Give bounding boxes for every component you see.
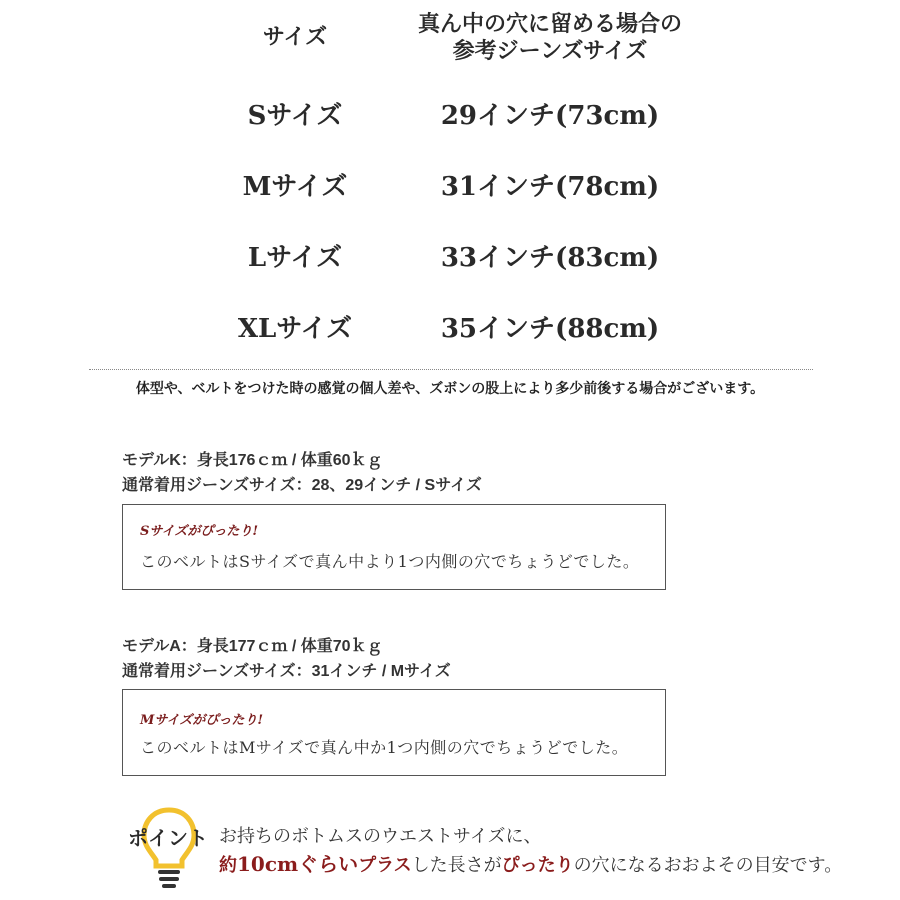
- point-accent-fit: ぴったり: [501, 855, 574, 876]
- fit-box-title: Sサイズがぴったり!: [140, 524, 259, 539]
- size-name: Mサイズ: [242, 172, 348, 202]
- point-accent-10cm: 10cmぐらい: [237, 852, 359, 876]
- point-accent-approx: 約: [219, 855, 237, 876]
- fit-box-title: Mサイズがぴったり!: [140, 713, 264, 728]
- jeans-size-value: 31インチ(78cm): [440, 172, 660, 202]
- jeans-size-value: 35インチ(88cm): [440, 314, 660, 344]
- size-disclaimer-note: 体型や、ベルトをつけた時の感覚の個人差や、ズボンの股上により多少前後する場合がございます。: [135, 380, 765, 396]
- jeans-size-column-header: [390, 11, 710, 65]
- jeans-size-value: 29インチ(73cm): [440, 101, 660, 131]
- size-row: [0, 309, 900, 349]
- size-column-header: サイズ: [262, 24, 328, 50]
- model-k-usual-size: 通常着用ジーンズサイズ：28、29インチ / Sサイズ: [122, 477, 482, 494]
- point-label: ポイント: [128, 826, 208, 850]
- fit-box-text: このベルトはSサイズで真ん中より1つ内側の穴でちょうどでした。: [140, 552, 640, 571]
- size-row: [0, 96, 900, 136]
- size-row: [0, 167, 900, 207]
- point-text-line1: お持ちのボトムスのウエストサイズに、: [219, 826, 542, 847]
- dotted-divider: [89, 369, 813, 370]
- point-text-end: の穴になるおおよその目安です。: [573, 855, 843, 876]
- jeans-size-header-line1: 真ん中の穴に留める場合の: [417, 11, 682, 37]
- jeans-size-value: 33インチ(83cm): [440, 243, 660, 273]
- point-text-mid: した長さが: [411, 855, 502, 876]
- model-a-usual-size: 通常着用ジーンズサイズ：31インチ / Mサイズ: [122, 663, 451, 680]
- size-name: XLサイズ: [237, 314, 353, 344]
- fit-box-text: このベルトはMサイズで真ん中か1つ内側の穴でちょうどでした。: [140, 738, 629, 757]
- size-row: [0, 238, 900, 278]
- model-a-stats: モデルA：身長177ｃｍ / 体重70ｋｇ: [122, 638, 383, 655]
- point-accent-plus: プラス: [358, 855, 412, 876]
- size-name: Sサイズ: [247, 101, 343, 131]
- jeans-size-header-line2: 参考ジーンズサイズ: [452, 38, 648, 64]
- model-a-fit-box: [122, 689, 666, 776]
- point-text-line2: [219, 848, 842, 877]
- model-k-stats: モデルK：身長176ｃｍ / 体重60ｋｇ: [122, 452, 383, 469]
- model-k-fit-box: [122, 504, 666, 590]
- size-name: Lサイズ: [247, 243, 343, 273]
